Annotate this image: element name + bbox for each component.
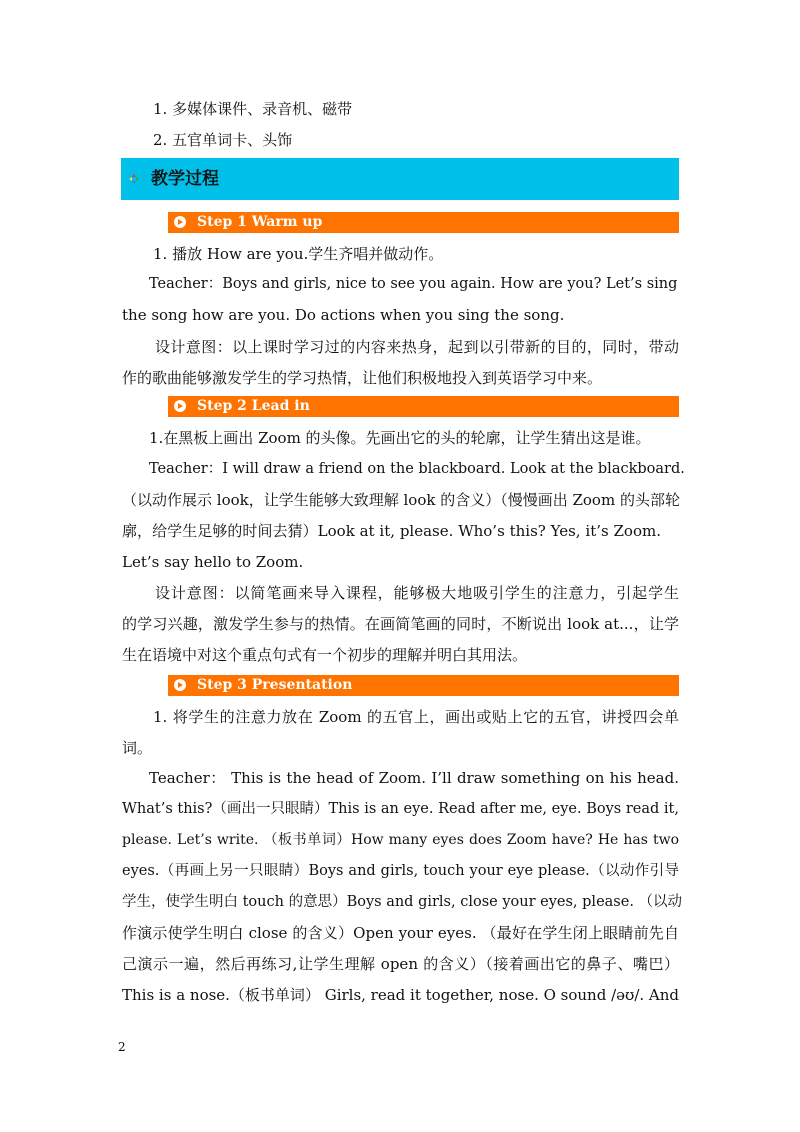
step-2-line-7: 的学习兴趣，激发学生参与的热情。在画简笔画的同时，不断说出 look at...，让学 [122,615,679,633]
step-3-line-6: eyes.（再画上另一只眼睛）Boys and girls, touch your eye please.（以动作引导 [122,863,679,879]
step-3-line-9: 己演示一遍，然后再练习,让学生理解 open 的含义）（接着画出它的鼻子、嘴巴） [122,955,679,973]
circle-arrow-icon [174,400,186,412]
step-1-title: Step 1 Warm up [197,214,323,230]
circle-arrow-icon [174,679,186,691]
step-3-line-7: 学生，使学生明白 touch 的意思）Boys and girls, close your eyes, please. （以动 [122,894,683,910]
step-3-line-1: 1. 将学生的注意力放在 Zoom 的五官上，画出或贴上它的五官，讲授四会单 [153,708,679,726]
material-item-1: 1. 多媒体课件、录音机、磁带 [153,100,353,118]
step-1-line-1: 1. 播放 How are you.学生齐唱并做动作。 [153,245,444,263]
step-2-line-6: 设计意图：以简笔画来导入课程，能够极大地吸引学生的注意力，引起学生 [155,584,679,602]
circle-arrow-icon [174,216,186,228]
four-arrows-icon [129,174,139,184]
section-banner [121,158,679,200]
step-3-line-10: This is a nose.（板书单词） Girls, read it together, nose. O sound /əʊ/. And [122,986,680,1004]
step-1-line-3: the song how are you. Do actions when you sing the song. [122,306,565,324]
step-2-line-5: Let’s say hello to Zoom. [122,553,304,571]
step-2-line-3: （以动作展示 look，让学生能够大致理解 look 的含义）（慢慢画出 Zoom 的头部轮 [122,491,680,509]
step-1-line-5: 作的歌曲能够激发学生的学习热情，让他们积极地投入到英语学习中来。 [122,369,603,387]
step-3-bar [168,675,679,696]
step-2-bar [168,396,679,417]
step-3-title: Step 3 Presentation [197,677,353,693]
step-1-line-2: Teacher：Boys and girls, nice to see you again. How are you? Let’s sing [149,276,678,292]
section-title: 教学过程 [151,169,219,189]
step-3-line-5: please. Let’s write. （板书单词）How many eyes does Zoom have? He has two [122,832,679,848]
page-number: 2 [118,1040,126,1054]
step-1-bar [168,212,679,233]
material-item-2: 2. 五官单词卡、头饰 [153,131,293,149]
step-2-line-8: 生在语境中对这个重点句式有一个初步的理解并明白其用法。 [122,646,528,664]
step-1-line-4: 设计意图：以上课时学习过的内容来热身，起到以引带新的目的，同时，带动 [155,338,679,356]
step-2-line-2: Teacher：I will draw a friend on the blackboard. Look at the blackboard. [149,461,685,477]
step-2-title: Step 2 Lead in [197,398,310,414]
step-2-line-4: 廓，给学生足够的时间去猜）Look at it, please. Who’s this? Yes, it’s Zoom. [122,522,661,540]
step-2-line-1: 1.在黑板上画出 Zoom 的头像。先画出它的头的轮廓，让学生猜出这是谁。 [149,429,651,447]
step-3-line-8: 作演示使学生明白 close 的含义）Open your eyes. （最好在学生闭上眼睛前先自 [122,924,679,942]
step-3-line-4: What’s this?（画出一只眼睛）This is an eye. Read after me, eye. Boys read it, [122,801,679,817]
step-3-line-2: 词。 [122,739,153,757]
step-3-line-3: Teacher： This is the head of Zoom. I’ll draw something on his head. [149,769,679,787]
